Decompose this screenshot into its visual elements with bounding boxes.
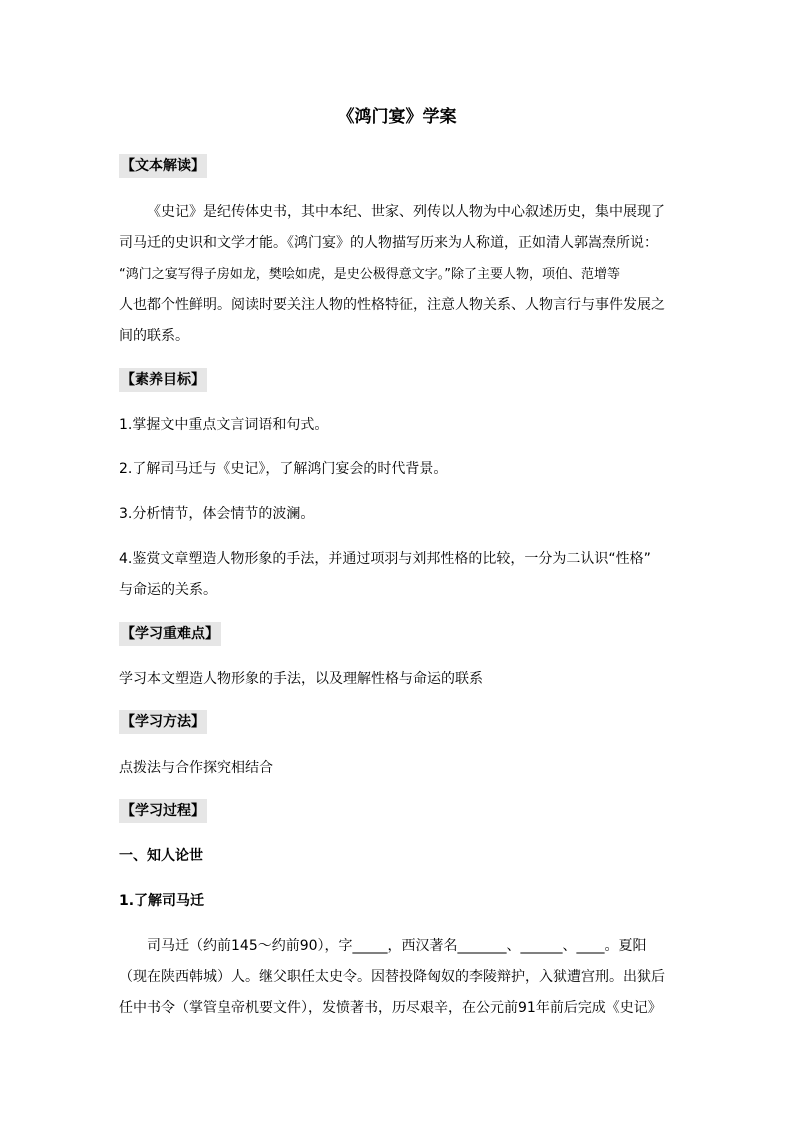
subheading-text: 一、知人论世: [119, 848, 203, 864]
goal-item-1: [119, 410, 675, 441]
paragraph-line: 司马迁（约前145～约前90），字_____，西汉著名_______、______、____。夏阳: [147, 938, 647, 954]
sima-qian-paragraph: [119, 931, 675, 1024]
paragraph-line: 人也都个性鲜明。阅读时要关注人物的性格特征，注意人物关系、人物言行与事件发展之: [119, 297, 665, 313]
paragraph-line: 任中书令（掌管皇帝机要文件），发愤著书，历尽艰辛，在公元前91年前后完成《史记》: [119, 1000, 662, 1016]
section-heading-process: 【学习过程】: [119, 799, 207, 823]
paragraph-line: “鸿门之宴写得子房如龙，樊哙如虎，是史公极得意文字。”除了主要人物，项伯、范增等: [119, 267, 620, 282]
goal-text: 1.掌握文中重点文言词语和句式。: [119, 417, 329, 433]
methods-text: [119, 753, 675, 784]
key-points-text: [119, 664, 675, 695]
subheading-text: 1.了解司马迁: [119, 893, 205, 909]
goal-text: 与命运的关系。: [119, 582, 217, 598]
goal-item-4: [119, 544, 675, 606]
section-heading-text-reading: 【文本解读】: [119, 154, 207, 178]
paragraph-line: 《史记》是纪传体史书，其中本纪、世家、列传以人物为中心叙述历史，集中展现了: [147, 204, 665, 220]
section-heading-key-points: 【学习重难点】: [119, 622, 221, 646]
process-subheading-1: [119, 841, 675, 872]
goal-item-3: [119, 499, 675, 530]
process-subheading-2: [119, 886, 675, 917]
key-points-line: 学习本文塑造人物形象的手法，以及理解性格与命运的联系: [119, 671, 483, 687]
goal-item-2: [119, 454, 675, 485]
goal-text: 4.鉴赏文章塑造人物形象的手法，并通过项羽与刘邦性格的比较，一分为二认识“性格”: [119, 551, 651, 567]
methods-line: 点拨法与合作探究相结合: [119, 760, 273, 776]
goal-text: 2.了解司马迁与《史记》，了解鸿门宴会的时代背景。: [119, 461, 448, 477]
paragraph-line: 司马迁的史识和文学才能。《鸿门宴》的人物描写历来为人称道，正如清人郭嵩焘所说：: [119, 235, 658, 251]
text-reading-paragraph: [119, 197, 675, 352]
section-heading-methods: 【学习方法】: [119, 710, 207, 734]
section-heading-goals: 【素养目标】: [119, 368, 207, 392]
paragraph-line: （现在陕西韩城）人。继父职任太史令。因替投降匈奴的李陵辩护，入狱遭宫刑。出狱后: [119, 969, 665, 985]
paragraph-line: 间的联系。: [119, 328, 189, 344]
goal-text: 3.分析情节，体会情节的波澜。: [119, 506, 315, 522]
document-title: 《鸿门宴》学案: [337, 107, 457, 127]
